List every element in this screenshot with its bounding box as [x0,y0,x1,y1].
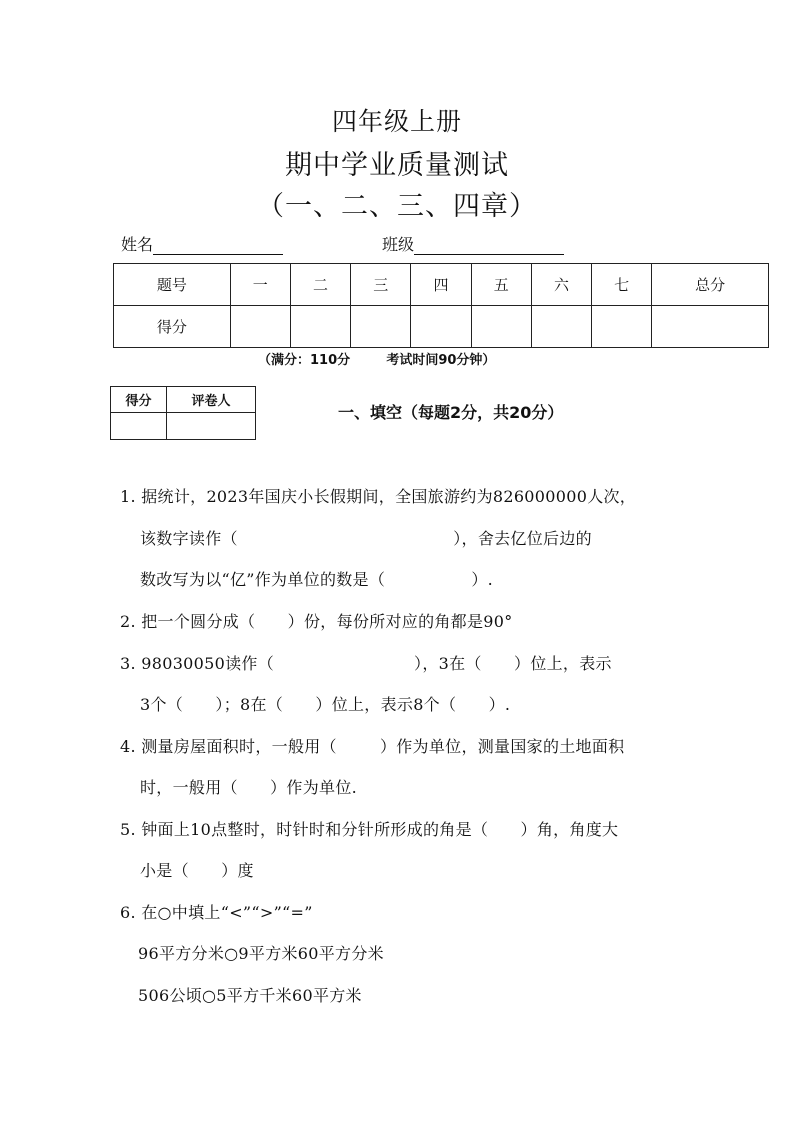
question-line: 6. 在○中填上“<”“>”“=” [120,903,313,922]
score-header-cell: 总分 [652,264,769,306]
score-table-score-row [114,306,769,348]
score-cell[interactable] [652,306,769,348]
grader-name-label: 评卷人 [167,387,256,413]
name-blank[interactable] [153,236,283,255]
score-cell[interactable] [592,306,652,348]
score-table [113,263,769,348]
score-cell[interactable] [290,306,350,348]
grader-name-cell[interactable] [167,413,256,440]
name-field [121,232,283,255]
question-line: 5. 钟面上10点整时，时针时和分针所形成的角是（ ）角，角度大 [120,820,619,839]
question-line: 数改写为以“亿”作为单位的数是（ ）. [140,570,494,589]
grader-score-cell[interactable] [111,413,167,440]
question-line: 3个（ ）；8在（ ）位上，表示8个（ ）. [140,695,511,714]
score-table-header-row [114,264,769,306]
score-header-cell: 六 [531,264,591,306]
score-cell[interactable] [230,306,290,348]
class-field [382,232,564,255]
class-blank[interactable] [414,236,564,255]
question-line: 3. 98030050读作（ ），3在（ ）位上，表示 [120,654,612,673]
score-header-cell: 一 [230,264,290,306]
question-line: 506公顷○5平方千米60平方米 [138,986,362,1005]
question-line: 2. 把一个圆分成（ ）份，每份所对应的角都是90° [120,612,513,631]
score-row-label: 得分 [114,306,231,348]
exam-note: （满分：110分 考试时间90分钟） [258,353,496,368]
title-grade: 四年级上册 [331,107,462,136]
score-header-cell: 三 [351,264,411,306]
name-label: 姓名 [121,235,154,254]
grader-table [110,386,256,440]
grader-header-row [111,387,256,413]
question-line: 1. 据统计，2023年国庆小长假期间，全国旅游约为826000000人次， [120,487,637,506]
section-one-title: 一、填空（每题2分，共20分） [338,403,564,422]
score-header-cell: 四 [411,264,471,306]
question-line: 小是（ ）度 [140,861,254,880]
question-line: 4. 测量房屋面积时，一般用（ ）作为单位，测量国家的土地面积 [120,737,625,756]
score-cell[interactable] [471,306,531,348]
title-chapters: （一、二、三、四章） [257,191,537,222]
question-line: 时，一般用（ ）作为单位. [140,778,358,797]
grader-value-row [111,413,256,440]
score-cell[interactable] [531,306,591,348]
score-header-cell: 七 [592,264,652,306]
question-line: 该数字读作（ ），舍去亿位后边的 [140,529,592,548]
score-header-cell: 二 [290,264,350,306]
score-cell[interactable] [411,306,471,348]
score-header-cell: 五 [471,264,531,306]
score-header-cell: 题号 [114,264,231,306]
question-line: 96平方分米○9平方米60平方分米 [138,944,384,963]
class-label: 班级 [382,235,415,254]
title-exam: 期中学业质量测试 [285,150,509,181]
grader-score-label: 得分 [111,387,167,413]
score-cell[interactable] [351,306,411,348]
